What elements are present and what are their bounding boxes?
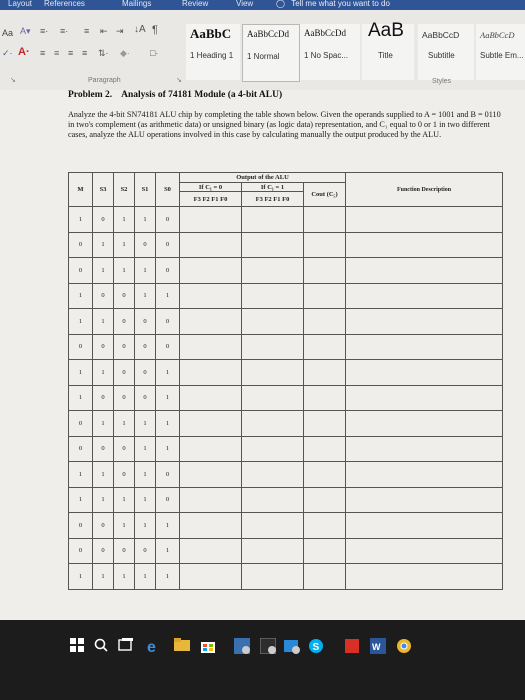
style-name: Subtle Em...	[480, 51, 524, 60]
cell-s0: 0	[156, 462, 180, 488]
table-row	[69, 232, 503, 258]
cell-s2: 1	[114, 513, 135, 539]
cell-function-description[interactable]	[346, 436, 503, 462]
cell-s1: 1	[135, 411, 156, 437]
document-page[interactable]	[0, 90, 525, 620]
table-row	[69, 513, 503, 539]
cell-s1: 1	[135, 564, 156, 590]
cell-function-description[interactable]	[346, 232, 503, 258]
cell-f-c0[interactable]	[180, 513, 242, 539]
cell-s3: 0	[93, 513, 114, 539]
shading-icon[interactable]: ◆·	[120, 48, 130, 58]
cell-cout[interactable]	[304, 258, 346, 284]
app-icon-1[interactable]	[234, 638, 248, 652]
cell-function-description[interactable]	[346, 309, 503, 335]
taskbar	[0, 620, 525, 700]
cell-m: 0	[69, 538, 93, 564]
tab-view[interactable]: View	[236, 0, 254, 8]
cell-f-c0[interactable]	[180, 385, 242, 411]
cell-f-c1[interactable]	[242, 538, 304, 564]
cell-f-c1[interactable]	[242, 309, 304, 335]
align-left-icon[interactable]: ≡	[40, 48, 46, 58]
styles-group-label: Styles	[432, 78, 452, 85]
cell-f-c1[interactable]	[242, 283, 304, 309]
tell-me-search[interactable]	[268, 0, 390, 8]
tab-review[interactable]: Review	[182, 0, 209, 8]
alu-table	[68, 172, 503, 590]
cell-s2: 0	[114, 462, 135, 488]
cell-cout[interactable]	[304, 283, 346, 309]
cell-f-c0[interactable]	[180, 283, 242, 309]
cell-s3: 1	[93, 258, 114, 284]
style-name: 1 No Spac...	[304, 51, 349, 60]
app-icon-3[interactable]	[284, 638, 298, 652]
cell-function-description[interactable]	[346, 487, 503, 513]
case-c0-header: If C₁ = 0	[180, 183, 242, 192]
cell-cout[interactable]	[304, 436, 346, 462]
output-header: Output of the ALU	[180, 173, 346, 183]
cell-s3: 1	[93, 564, 114, 590]
borders-icon[interactable]: □·	[150, 48, 159, 58]
store-icon[interactable]	[200, 638, 214, 652]
app-icon-red[interactable]	[344, 638, 358, 652]
style-sample: AaB	[368, 20, 404, 41]
cell-s1: 0	[135, 232, 156, 258]
cell-f-c0[interactable]	[180, 564, 242, 590]
cell-f-c0[interactable]	[180, 258, 242, 284]
sort-icon[interactable]: ↓A	[134, 24, 146, 35]
cell-s0: 1	[156, 436, 180, 462]
cell-m: 0	[69, 513, 93, 539]
cell-s1: 0	[135, 334, 156, 360]
cell-s0: 0	[156, 232, 180, 258]
cell-cout[interactable]	[304, 538, 346, 564]
lightbulb-icon: ◯	[276, 0, 285, 8]
paragraph-group-label: Paragraph	[88, 77, 121, 84]
style-sample: AaBbCcDd	[304, 28, 346, 38]
cell-f-c1[interactable]	[242, 462, 304, 488]
cell-s2: 0	[114, 538, 135, 564]
edge-browser-icon[interactable]	[146, 638, 160, 652]
cell-f-c1[interactable]	[242, 207, 304, 233]
cell-s0: 1	[156, 564, 180, 590]
cell-f-c0[interactable]	[180, 487, 242, 513]
cell-s3: 0	[93, 385, 114, 411]
cell-s3: 0	[93, 334, 114, 360]
file-explorer-icon[interactable]	[174, 638, 188, 652]
style-sample: AaBbCcD	[480, 30, 515, 40]
cell-m: 0	[69, 334, 93, 360]
cell-cout[interactable]	[304, 513, 346, 539]
cell-function-description[interactable]	[346, 462, 503, 488]
alu-table-body	[69, 207, 503, 590]
multilevel-list-icon[interactable]: ≡	[84, 26, 90, 36]
cell-s3: 0	[93, 283, 114, 309]
cell-s3: 1	[93, 462, 114, 488]
svg-text:W: W	[372, 642, 381, 652]
cell-f-c1[interactable]	[242, 385, 304, 411]
cell-function-description[interactable]	[346, 513, 503, 539]
svg-text:S: S	[312, 642, 320, 653]
cell-m: 1	[69, 309, 93, 335]
font-color-icon[interactable]: A·	[18, 46, 30, 58]
cell-f-c0[interactable]	[180, 436, 242, 462]
cell-s0: 0	[156, 334, 180, 360]
cell-f-c0[interactable]	[180, 232, 242, 258]
cell-cout[interactable]	[304, 232, 346, 258]
numbering-icon[interactable]: ≡·	[60, 26, 69, 36]
cell-f-c1[interactable]	[242, 258, 304, 284]
table-row	[69, 436, 503, 462]
show-marks-icon[interactable]: ¶	[152, 24, 158, 36]
table-row	[69, 360, 503, 386]
cell-s3: 0	[93, 207, 114, 233]
ribbon	[0, 10, 525, 94]
cell-s1: 1	[135, 513, 156, 539]
problem-heading	[68, 90, 282, 100]
cell-f-c0[interactable]	[180, 462, 242, 488]
tab-references[interactable]: References	[44, 0, 85, 8]
cell-f-c1[interactable]	[242, 334, 304, 360]
table-row	[69, 487, 503, 513]
cell-function-description[interactable]	[346, 258, 503, 284]
cell-s2: 0	[114, 385, 135, 411]
case-c1-header: If C₁ = 1	[242, 183, 304, 192]
cell-s0: 1	[156, 411, 180, 437]
cell-cout[interactable]	[304, 360, 346, 386]
text-effects-icon[interactable]: ✓·	[2, 48, 13, 58]
cell-cout[interactable]	[304, 411, 346, 437]
cell-f-c0[interactable]	[180, 360, 242, 386]
cell-s0: 1	[156, 360, 180, 386]
cell-s0: 1	[156, 385, 180, 411]
cell-function-description[interactable]	[346, 283, 503, 309]
cell-cout[interactable]	[304, 334, 346, 360]
decrease-indent-icon[interactable]: ⇤	[100, 26, 108, 36]
tab-mailings[interactable]: Mailings	[122, 0, 152, 8]
style-no-spacing[interactable]	[300, 24, 360, 80]
tell-me-label: Tell me what you want to do	[291, 0, 390, 8]
justify-icon[interactable]: ≡	[82, 48, 88, 58]
cell-m: 0	[69, 436, 93, 462]
cell-function-description[interactable]	[346, 411, 503, 437]
f-bits-c1-header: F3 F2 F1 F0	[242, 192, 304, 207]
cell-s0: 1	[156, 538, 180, 564]
cell-function-description[interactable]	[346, 334, 503, 360]
problem-number: Problem 2.	[68, 90, 113, 100]
cell-f-c1[interactable]	[242, 564, 304, 590]
task-view-icon[interactable]	[118, 638, 132, 652]
style-name: Title	[378, 51, 393, 60]
line-spacing-icon[interactable]: ⇅·	[98, 48, 109, 58]
cell-cout[interactable]	[304, 462, 346, 488]
table-row	[69, 462, 503, 488]
cell-f-c0[interactable]	[180, 411, 242, 437]
style-heading-1[interactable]	[186, 24, 240, 80]
cell-s2: 1	[114, 487, 135, 513]
cell-m: 1	[69, 462, 93, 488]
cell-f-c0[interactable]	[180, 207, 242, 233]
col-m-header: M	[69, 173, 93, 207]
cell-s0: 1	[156, 283, 180, 309]
cell-s1: 1	[135, 258, 156, 284]
cell-s3: 0	[93, 538, 114, 564]
style-title[interactable]	[362, 20, 414, 80]
cell-function-description[interactable]	[346, 564, 503, 590]
cell-s2: 0	[114, 360, 135, 386]
start-icon[interactable]	[70, 638, 84, 652]
problem-description: Analyze the 4-bit SN74181 ALU chip by completing the table shown below. Given the operands supplied to A = 1001 and B = 0110 in two's complement (as arithmetic data) or unsigned binary (as logic data) representation, and C₁ equal to 0 or 1 in two different cases, analyze the ALU operations involved in this case by calculating manually the output produced by the ALU.	[68, 110, 501, 139]
increase-indent-icon[interactable]: ⇥	[116, 26, 124, 36]
cell-m: 0	[69, 258, 93, 284]
cell-s3: 1	[93, 411, 114, 437]
style-sample: AaBbC	[190, 26, 232, 41]
table-row	[69, 411, 503, 437]
cell-f-c1[interactable]	[242, 360, 304, 386]
table-row	[69, 309, 503, 335]
cell-m: 0	[69, 411, 93, 437]
cell-f-c1[interactable]	[242, 487, 304, 513]
cell-m: 1	[69, 283, 93, 309]
center-icon[interactable]: ≡	[54, 48, 60, 58]
word-icon[interactable]	[370, 638, 384, 652]
cell-s2: 0	[114, 283, 135, 309]
cell-f-c0[interactable]	[180, 538, 242, 564]
cell-s2: 1	[114, 564, 135, 590]
cell-s1: 0	[135, 309, 156, 335]
cell-m: 1	[69, 360, 93, 386]
cell-s1: 1	[135, 436, 156, 462]
style-sample: AaBbCcDd	[247, 29, 289, 39]
cell-cout[interactable]	[304, 487, 346, 513]
col-s3-header: S3	[93, 173, 114, 207]
cell-s0: 0	[156, 309, 180, 335]
style-subtitle[interactable]	[418, 24, 474, 80]
table-row	[69, 564, 503, 590]
cell-s3: 1	[93, 309, 114, 335]
table-row	[69, 385, 503, 411]
cell-f-c1[interactable]	[242, 411, 304, 437]
cell-f-c1[interactable]	[242, 232, 304, 258]
cell-s3: 1	[93, 360, 114, 386]
skype-icon[interactable]	[308, 638, 322, 652]
cout-header: Cout (C₅)	[304, 183, 346, 207]
cell-s2: 0	[114, 309, 135, 335]
bullets-icon[interactable]: ≡·	[40, 26, 49, 36]
col-s0-header: S0	[156, 173, 180, 207]
cell-s1: 1	[135, 283, 156, 309]
table-row	[69, 538, 503, 564]
chrome-icon[interactable]	[396, 638, 410, 652]
cell-s2: 0	[114, 334, 135, 360]
style-name: 1 Heading 1	[190, 51, 234, 60]
highlight-icon[interactable]: A▾	[20, 26, 31, 36]
cell-s1: 0	[135, 360, 156, 386]
style-name: Subtitle	[428, 51, 455, 60]
font-dialog-launcher-icon[interactable]: ↘	[10, 77, 16, 84]
col-s1-header: S1	[135, 173, 156, 207]
cell-cout[interactable]	[304, 309, 346, 335]
cell-s1: 1	[135, 207, 156, 233]
table-row	[69, 334, 503, 360]
cell-f-c0[interactable]	[180, 309, 242, 335]
svg-text:e: e	[147, 639, 156, 654]
style-normal[interactable]	[242, 24, 300, 82]
function-description-header: Function Description	[346, 173, 503, 207]
app-icon-2[interactable]	[260, 638, 274, 652]
cell-m: 1	[69, 487, 93, 513]
cell-f-c0[interactable]	[180, 334, 242, 360]
cell-m: 0	[69, 232, 93, 258]
cell-cout[interactable]	[304, 385, 346, 411]
cell-s0: 0	[156, 207, 180, 233]
cell-function-description[interactable]	[346, 538, 503, 564]
cell-s0: 0	[156, 258, 180, 284]
style-subtle-emphasis[interactable]	[476, 24, 525, 80]
cell-s2: 1	[114, 207, 135, 233]
cell-s1: 1	[135, 462, 156, 488]
f-bits-c0-header: F3 F2 F1 F0	[180, 192, 242, 207]
cell-s2: 1	[114, 258, 135, 284]
cell-s1: 1	[135, 487, 156, 513]
cell-s2: 0	[114, 436, 135, 462]
tab-layout[interactable]: Layout	[8, 0, 33, 8]
cell-m: 1	[69, 207, 93, 233]
table-row	[69, 283, 503, 309]
cell-s3: 0	[93, 436, 114, 462]
search-icon[interactable]	[94, 638, 108, 652]
table-row	[69, 207, 503, 233]
cell-f-c1[interactable]	[242, 513, 304, 539]
table-row	[69, 258, 503, 284]
cell-s0: 1	[156, 513, 180, 539]
problem-title: Analysis of 74181 Module (a 4-bit ALU)	[121, 90, 283, 100]
cell-s2: 1	[114, 232, 135, 258]
cell-s2: 1	[114, 411, 135, 437]
align-right-icon[interactable]: ≡	[68, 48, 74, 58]
cell-s3: 1	[93, 232, 114, 258]
style-sample: AaBbCcD	[422, 30, 460, 40]
col-s2-header: S2	[114, 173, 135, 207]
cell-s3: 1	[93, 487, 114, 513]
paragraph-dialog-launcher-icon[interactable]: ↘	[176, 77, 182, 84]
cell-s1: 0	[135, 385, 156, 411]
cell-function-description[interactable]	[346, 360, 503, 386]
cell-s0: 0	[156, 487, 180, 513]
cell-m: 1	[69, 564, 93, 590]
cell-function-description[interactable]	[346, 385, 503, 411]
cell-cout[interactable]	[304, 564, 346, 590]
cell-f-c1[interactable]	[242, 436, 304, 462]
cell-m: 1	[69, 385, 93, 411]
change-case-button[interactable]: Aa	[2, 28, 14, 38]
cell-cout[interactable]	[304, 207, 346, 233]
ribbon-tab-bar	[0, 0, 525, 10]
cell-function-description[interactable]	[346, 207, 503, 233]
style-name: 1 Normal	[247, 52, 280, 61]
cell-s1: 0	[135, 538, 156, 564]
